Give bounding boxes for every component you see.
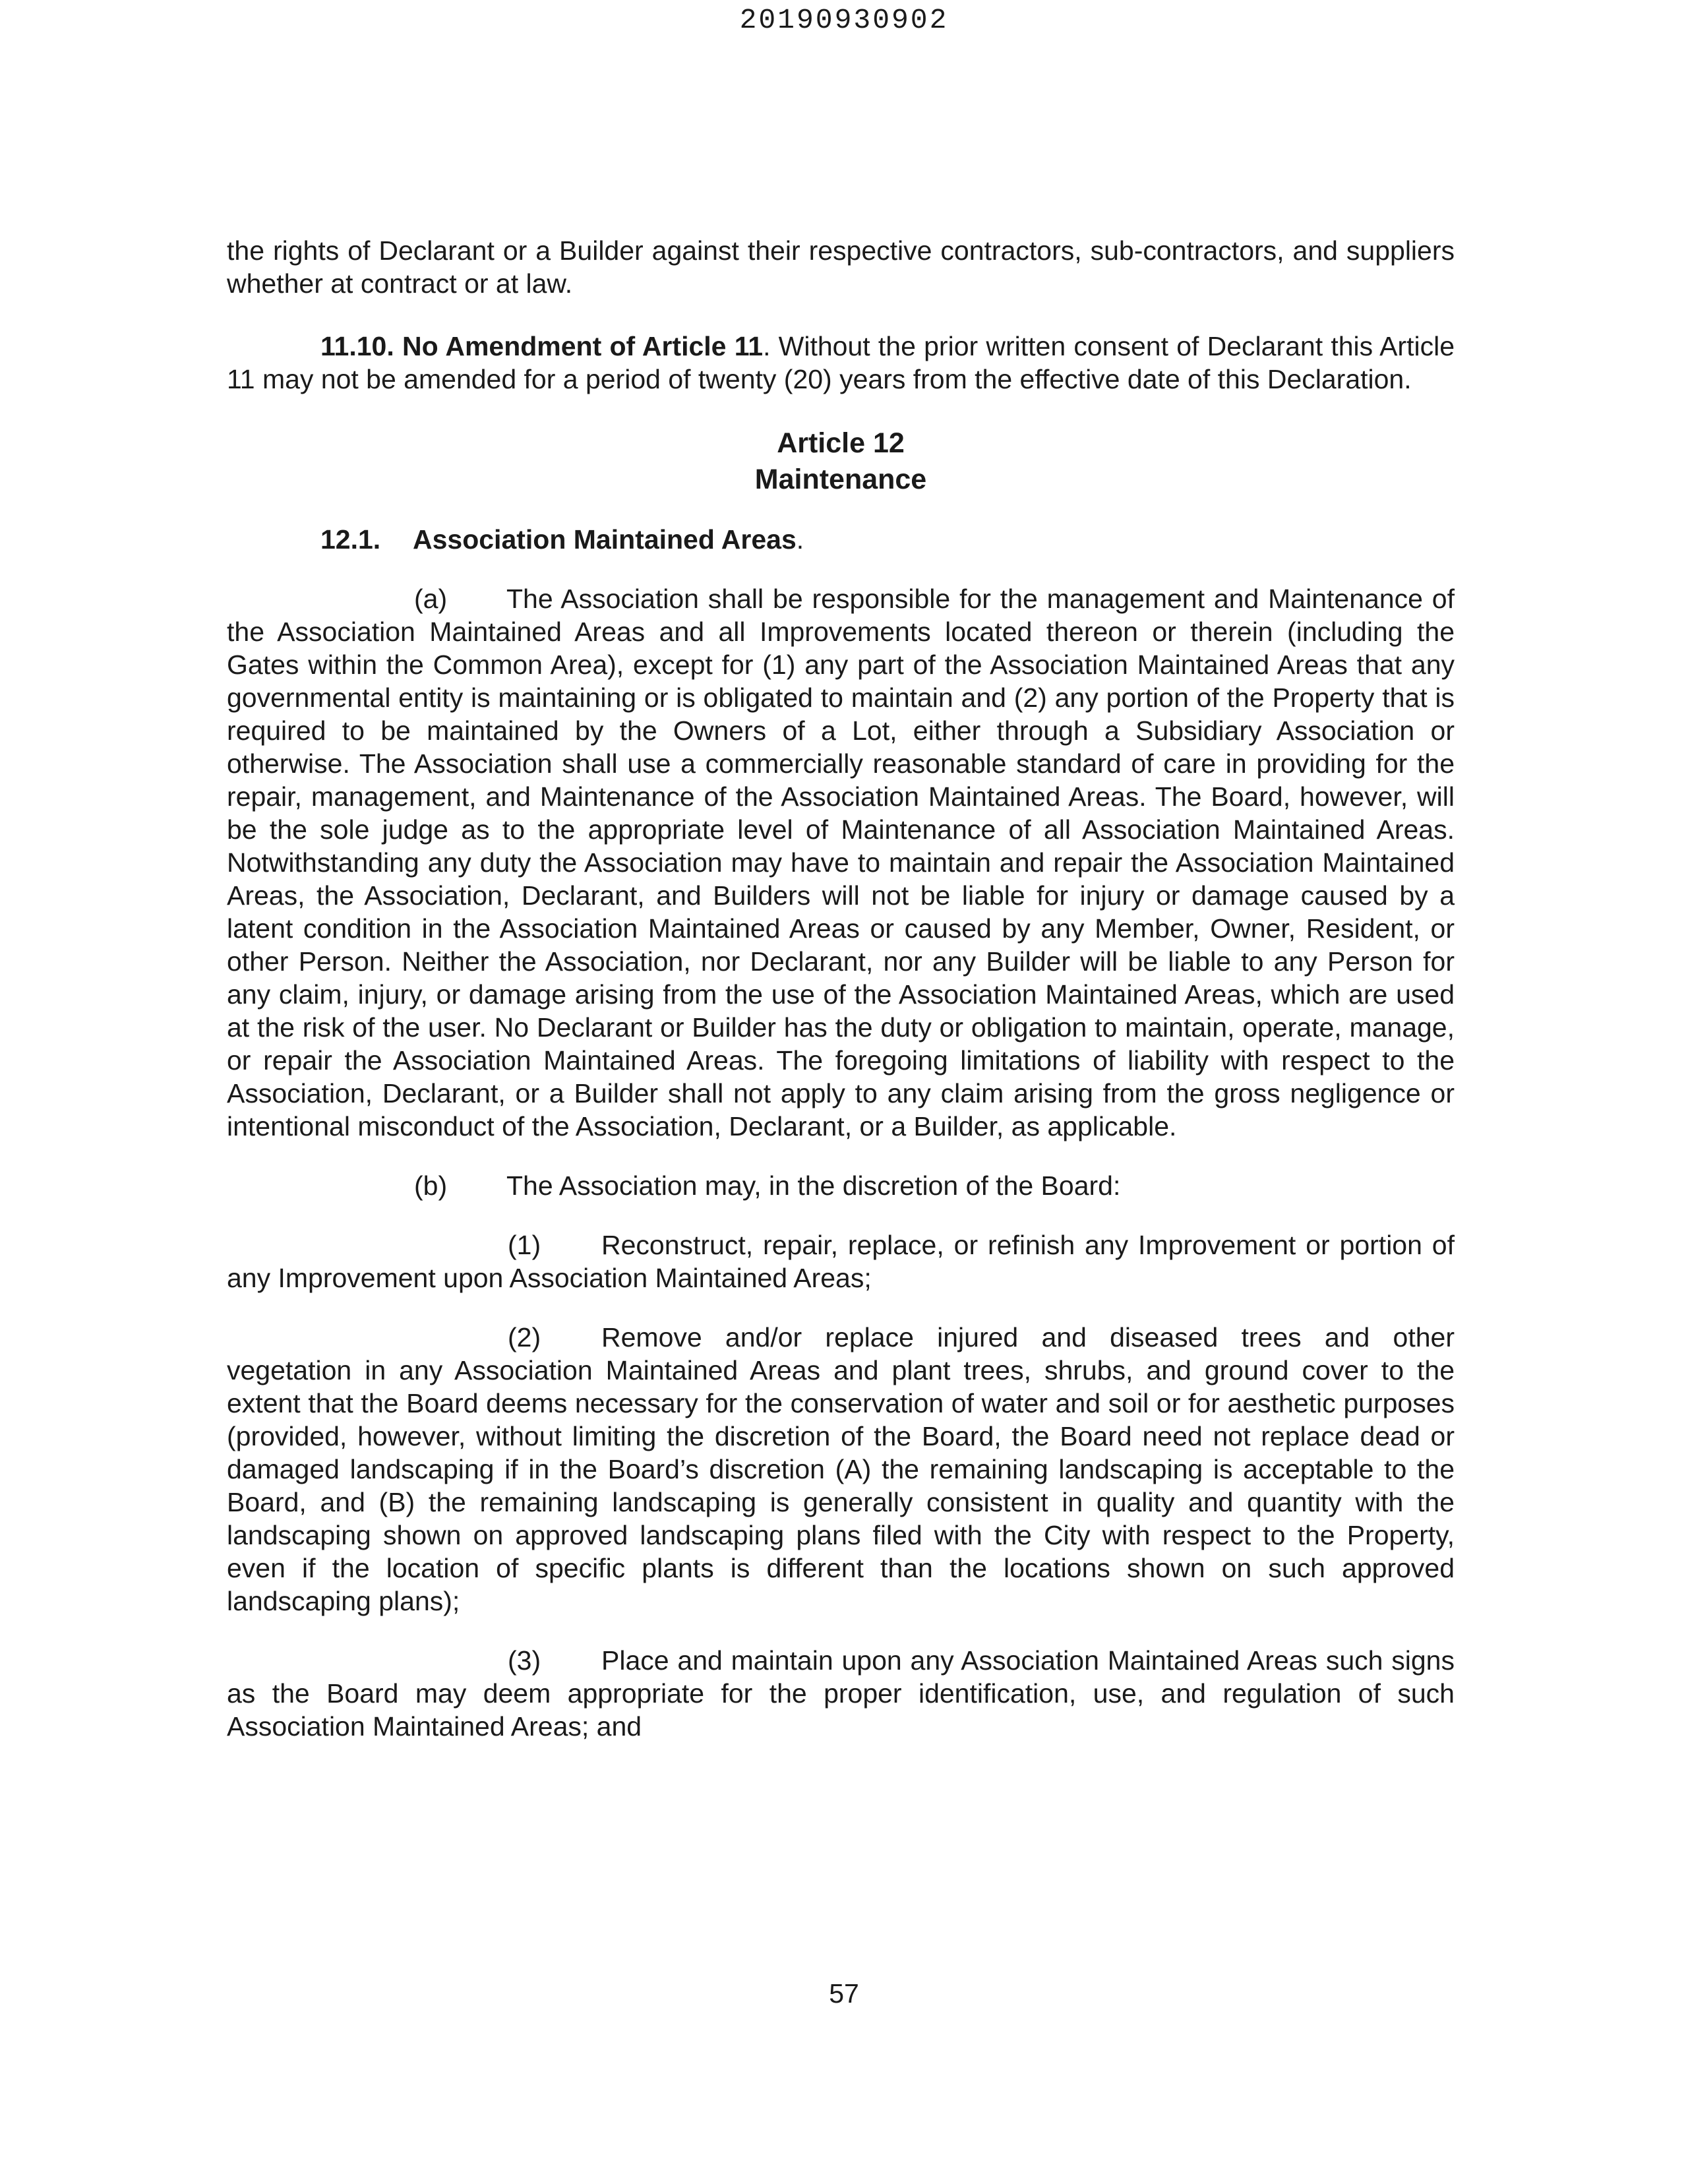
list-item [227,1228,1455,1294]
list-item-label: (1) [508,1230,541,1260]
document-number: 20190930902 [739,4,949,36]
paragraph-b [227,1169,1455,1202]
article-label: Article 12 [777,427,905,459]
list-item [227,1321,1455,1618]
paragraph-b-label: (b) [414,1170,448,1201]
section-11-10-body: . Without the prior written consent of Declarant this Article 11 may not be amended for a period of twenty (20) years from the effective date of this Declaration. [227,331,1455,394]
paragraph-a [227,582,1455,1143]
article-title: Maintenance [754,464,927,495]
list-item [227,1644,1455,1743]
list-item-label: (2) [508,1322,541,1352]
section-11-10-number: 11.10. [320,331,394,361]
section-12-1-title-end: . [796,524,804,555]
paragraph-a-label: (a) [414,584,448,614]
paragraph-a-text: The Association shall be responsible for the management and Maintenance of the Association Maintained Areas and all Improvements located thereon or therein (including the Gates within the Common Area), except for (1) any part of the Association Maintained Areas that any governmental entity is maintaining or is obligated to maintain and (2) any portion of the Property that is required to be maintained by the Owners of a Lot, either through a Subsidiary Association or otherwise. The Association shall use a commercially reasonable standard of care in providing for the repair, management, and Maintenance of the Association Maintained Areas. The Board, however, will be the sole judge as to the appropriate level of Maintenance of all Association Maintained Areas. Notwithstanding any duty the Association may have to maintain and repair the Association Maintained Areas, the Association, Declarant, and Builders will not be liable for injury or damage caused by a latent condition in the Association Maintained Areas or caused by any Member, Owner, Resident, or other Person. Neither the Association, nor Declarant, nor any Builder will be liable to any Person for any claim, injury, or damage arising from the use of the Association Maintained Areas, which are used at the risk of the user. No Declarant or Builder has the duty or obligation to maintain, operate, manage, or repair the Association Maintained Areas. The foregoing limitations of liability with respect to the Association, Declarant, or a Builder shall not apply to any claim arising from the gross negligence or intentional misconduct of the Association, Declarant, or a Builder, as applicable. [227,584,1455,1141]
list-item-text: Reconstruct, repair, replace, or refinish any Improvement or portion of any Improvement upon Association Maintained Areas; [227,1230,1455,1293]
article-heading [227,425,1455,498]
section-12-1-title: Association Maintained Areas [413,524,797,555]
section-11-10 [227,330,1455,396]
list-item-text: Place and maintain upon any Association Maintained Areas such signs as the Board may deem appropriate for the proper identification, use, and regulation of such Association Maintained Areas; and [227,1645,1455,1742]
document-page [227,234,1455,1743]
list-item-text: Remove and/or replace injured and diseased trees and other vegetation in any Association Maintained Areas and plant trees, shrubs, and ground cover to the extent that the Board deems necessary for the conservation of water and soil or for aesthetic purposes (provided, however, without limiting the discretion of the Board, the Board need not replace dead or damaged landscaping if in the Board’s discretion (A) the remaining landscaping is acceptable to the Board, and (B) the remaining landscaping is generally consistent in quality and quantity with the landscaping shown on approved landscaping plans filed with the City with respect to the Property, even if the location of specific plants is different than the locations shown on such approved landscaping plans); [227,1322,1455,1616]
page-number: 57 [829,1978,859,2009]
continuation-paragraph: the rights of Declarant or a Builder against their respective contractors, sub-contractors, and suppliers whether at contract or at law. [227,235,1455,299]
paragraph-b-text: The Association may, in the discretion of the Board: [506,1170,1121,1201]
section-12-1-number: 12.1. [320,524,381,555]
section-11-10-title: No Amendment of Article 11 [402,331,764,361]
list-item-label: (3) [508,1645,541,1676]
section-12-1-heading [227,523,1455,556]
